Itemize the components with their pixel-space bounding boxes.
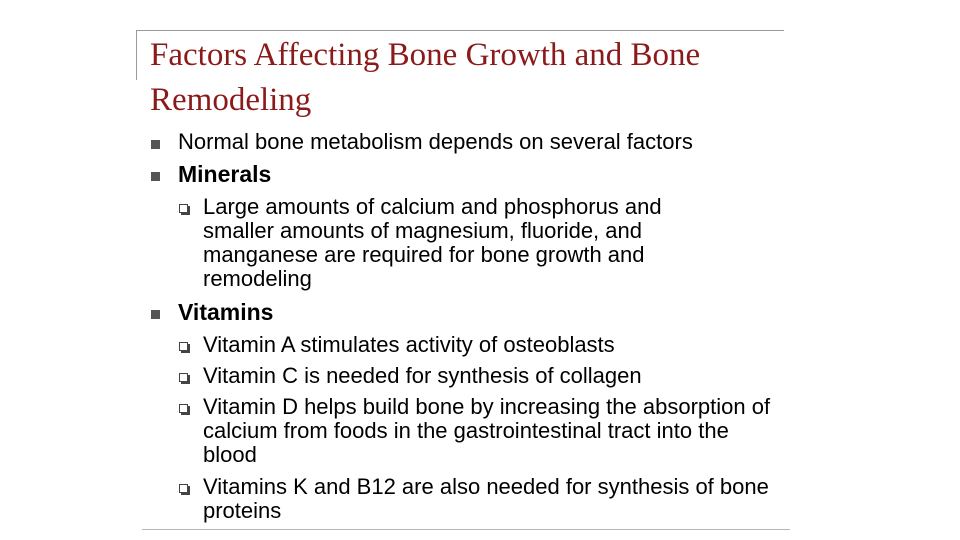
- checkbox-bullet-icon: [179, 484, 188, 493]
- checkbox-bullet-icon: [179, 404, 188, 413]
- sub-bullet-text: Vitamin D helps build bone by increasing the absorption of calcium from foods in the gastrointestinal tract into the blood: [203, 394, 771, 467]
- bullet-heading: Minerals: [178, 161, 272, 187]
- square-bullet-icon: [151, 310, 160, 319]
- bullet-text: Normal bone metabolism depends on several factors: [178, 129, 693, 154]
- checkbox-bullet-icon: [179, 342, 188, 351]
- sub-bullet-text: Large amounts of calcium and phosphorus and smaller amounts of magnesium, fluoride, and manganese are required for bone growth and remodeling: [203, 194, 662, 291]
- sub-bullet-text: Vitamins K and B12 are also needed for synthesis of bone proteins: [203, 474, 769, 523]
- checkbox-bullet-icon: [179, 373, 188, 382]
- sub-bullet-text: Vitamin C is needed for synthesis of collagen: [203, 363, 642, 388]
- checkbox-bullet-icon: [179, 204, 188, 213]
- square-bullet-icon: [151, 172, 160, 181]
- bullet-heading: Vitamins: [178, 299, 274, 325]
- square-bullet-icon: [151, 140, 160, 149]
- slide-title: Factors Affecting Bone Growth and Bone Remodeling: [150, 37, 701, 118]
- sub-bullet-text: Vitamin A stimulates activity of osteoblasts: [203, 332, 615, 357]
